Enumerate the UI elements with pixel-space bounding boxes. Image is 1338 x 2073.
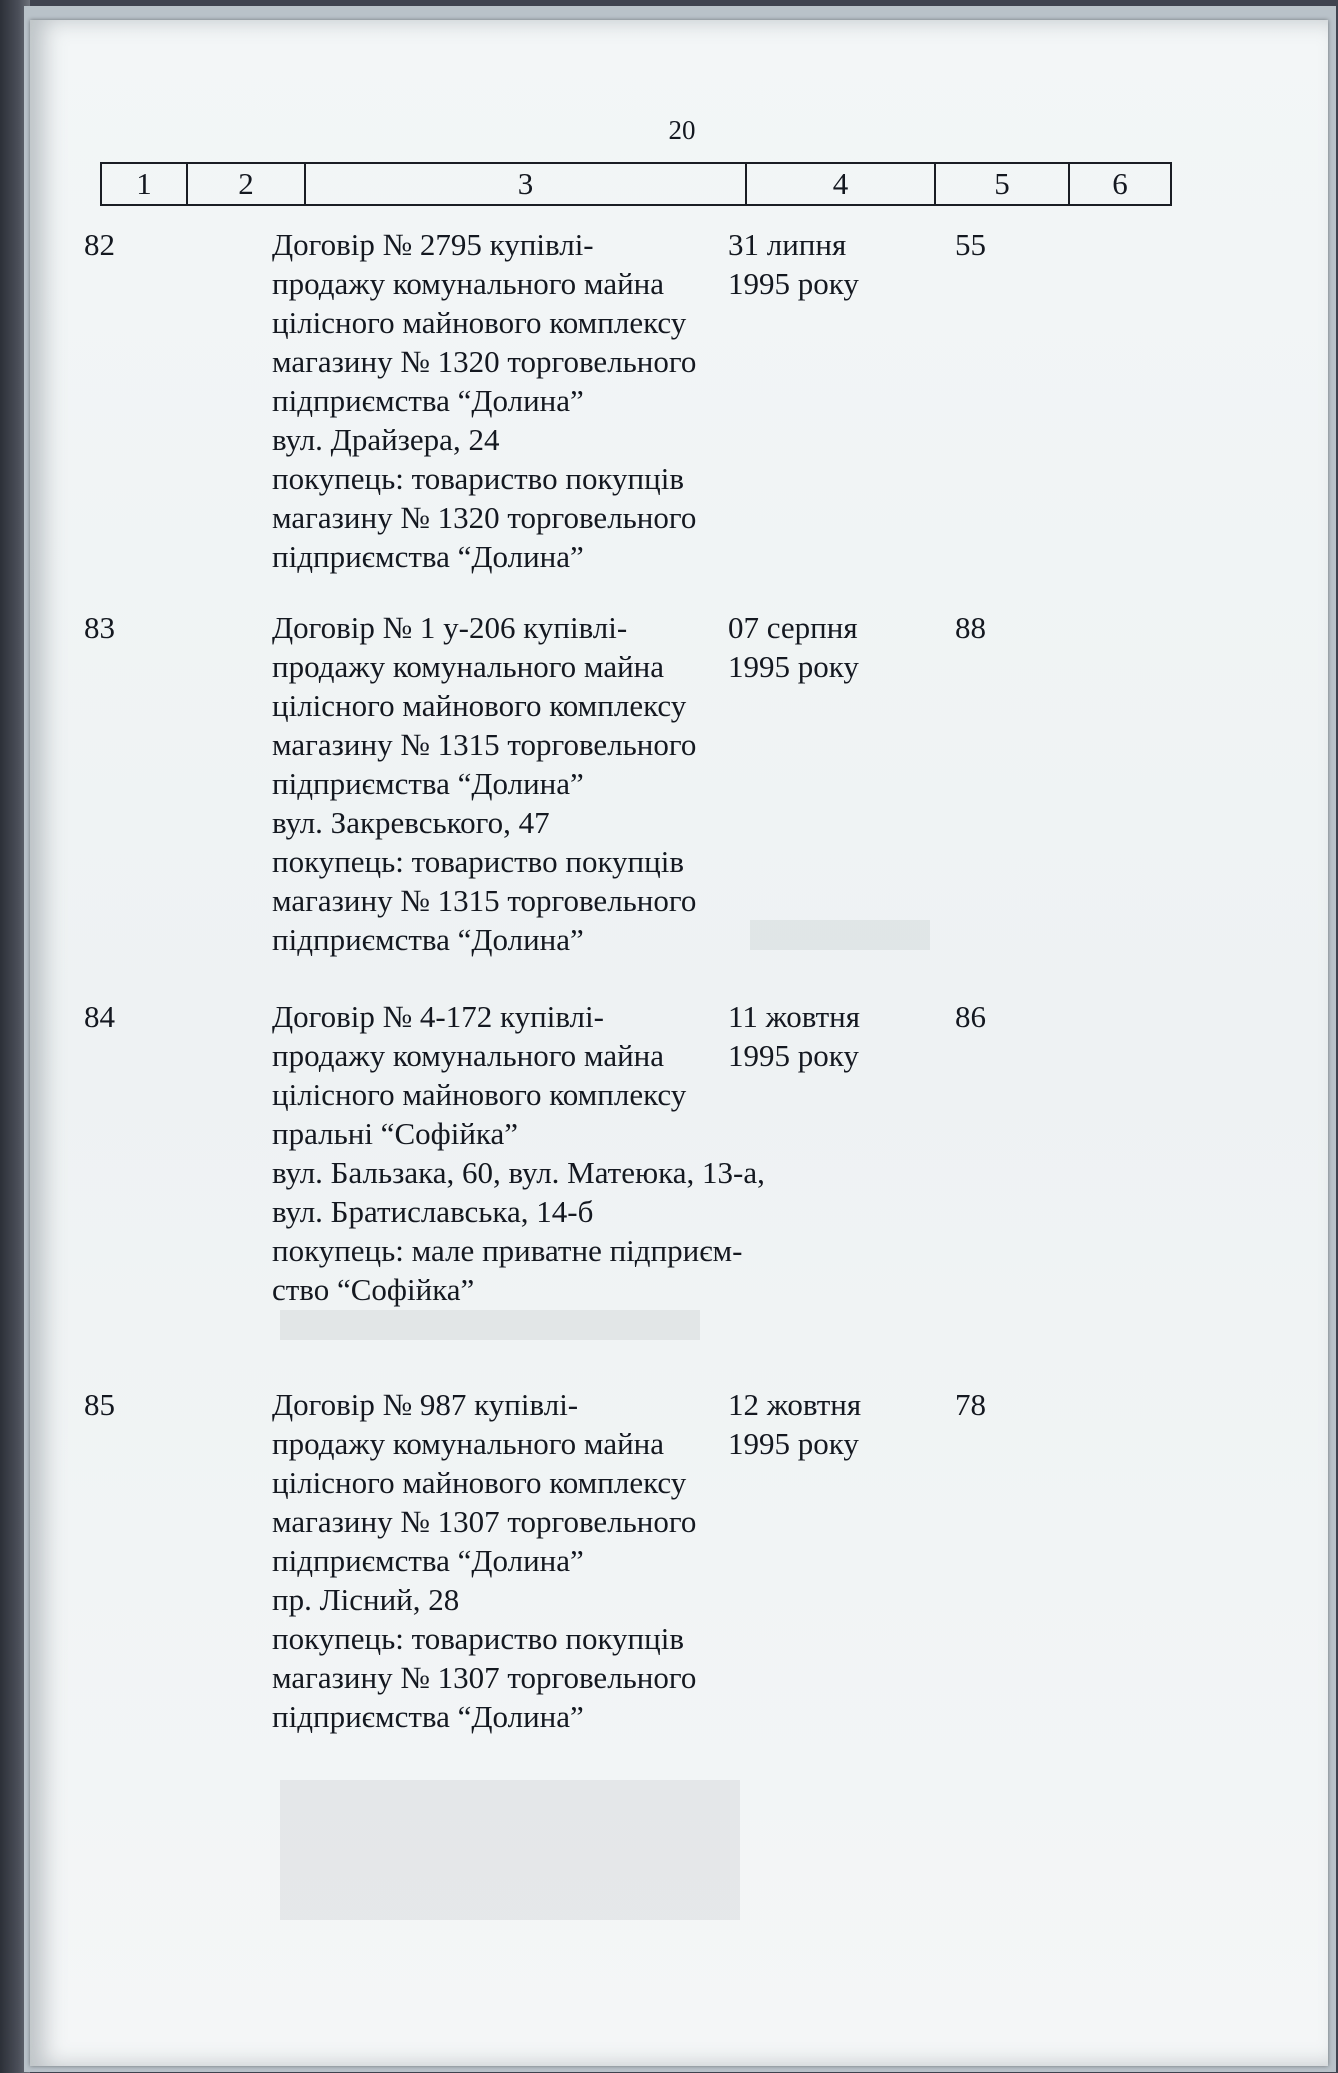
- description-line: магазину № 1320 торговельного: [272, 500, 697, 535]
- row-page-count: 78: [955, 1387, 986, 1422]
- description-line: продажу комунального майна: [272, 1038, 665, 1073]
- row-date: [728, 997, 928, 1075]
- description-line: підприємства “Долина”: [272, 539, 584, 574]
- description-line: покупець: товариство покупців: [272, 461, 684, 496]
- row-description: [272, 997, 802, 1309]
- description-line: продажу комунального майна: [272, 649, 665, 684]
- date-line: 31 липня: [728, 227, 847, 262]
- row-number: 83: [84, 610, 115, 645]
- column-header-1: 1: [102, 164, 188, 204]
- description-line: Договір № 4-172 купівлі-: [272, 999, 604, 1034]
- column-header-row: [100, 162, 1172, 206]
- date-line: 12 жовтня: [728, 1387, 862, 1422]
- description-line: підприємства “Долина”: [272, 383, 584, 418]
- date-line: 1995 року: [728, 1038, 859, 1073]
- description-line: магазину № 1320 торговельного: [272, 344, 697, 379]
- row-date: [728, 1385, 928, 1463]
- date-line: 1995 року: [728, 1426, 859, 1461]
- column-header-3: 3: [306, 164, 747, 204]
- description-line: покупець: товариство покупців: [272, 1621, 684, 1656]
- description-line: підприємства “Долина”: [272, 1699, 584, 1734]
- column-header-2: 2: [188, 164, 306, 204]
- description-line: підприємства “Долина”: [272, 766, 584, 801]
- row-page-count: 86: [955, 999, 986, 1034]
- description-line: магазину № 1315 торговельного: [272, 883, 697, 918]
- row-description: [272, 1385, 802, 1736]
- row-page-count: 55: [955, 227, 986, 262]
- description-line: пр. Лісний, 28: [272, 1582, 460, 1617]
- column-header-4: 4: [747, 164, 936, 204]
- row-description: [272, 225, 802, 576]
- description-line: продажу комунального майна: [272, 266, 665, 301]
- description-line: вул. Закревського, 47: [272, 805, 550, 840]
- description-line: вул. Бальзака, 60, вул. Матеюка, 13-а,: [272, 1155, 765, 1190]
- description-line: цілісного майнового комплексу: [272, 688, 687, 723]
- page-number: 20: [668, 115, 696, 145]
- row-number: 84: [84, 999, 115, 1034]
- description-line: вул. Драйзера, 24: [272, 422, 500, 457]
- description-line: магазину № 1307 торговельного: [272, 1660, 697, 1695]
- column-header-6: 6: [1112, 166, 1128, 201]
- description-line: покупець: товариство покупців: [272, 844, 684, 879]
- show-through-smudge: [280, 1310, 700, 1340]
- description-line: вул. Братиславська, 14-б: [272, 1194, 594, 1229]
- column-header-5: 5: [936, 164, 1070, 204]
- date-line: 1995 року: [728, 266, 859, 301]
- description-line: Договір № 1 у-206 купівлі-: [272, 610, 628, 645]
- description-line: цілісного майнового комплексу: [272, 305, 687, 340]
- description-line: ство “Софійка”: [272, 1272, 475, 1307]
- date-line: 07 серпня: [728, 610, 858, 645]
- description-line: продажу комунального майна: [272, 1426, 665, 1461]
- row-number: 82: [84, 227, 115, 262]
- row-number: 85: [84, 1387, 115, 1422]
- description-line: Договір № 987 купівлі-: [272, 1387, 579, 1422]
- description-line: підприємства “Долина”: [272, 1543, 584, 1578]
- description-line: пральні “Софійка”: [272, 1116, 519, 1151]
- description-line: підприємства “Долина”: [272, 922, 584, 957]
- description-line: цілісного майнового комплексу: [272, 1077, 687, 1112]
- row-date: [728, 225, 928, 303]
- date-line: 11 жовтня: [728, 999, 861, 1034]
- description-line: Договір № 2795 купівлі-: [272, 227, 594, 262]
- row-description: [272, 608, 802, 959]
- description-line: магазину № 1307 торговельного: [272, 1504, 697, 1539]
- row-page-count: 88: [955, 610, 986, 645]
- description-line: магазину № 1315 торговельного: [272, 727, 697, 762]
- description-line: покупець: мале приватне підприєм-: [272, 1233, 743, 1268]
- description-line: цілісного майнового комплексу: [272, 1465, 687, 1500]
- date-line: 1995 року: [728, 649, 859, 684]
- document-page: [30, 20, 1328, 2066]
- row-date: [728, 608, 928, 686]
- show-through-smudge: [280, 1780, 740, 1920]
